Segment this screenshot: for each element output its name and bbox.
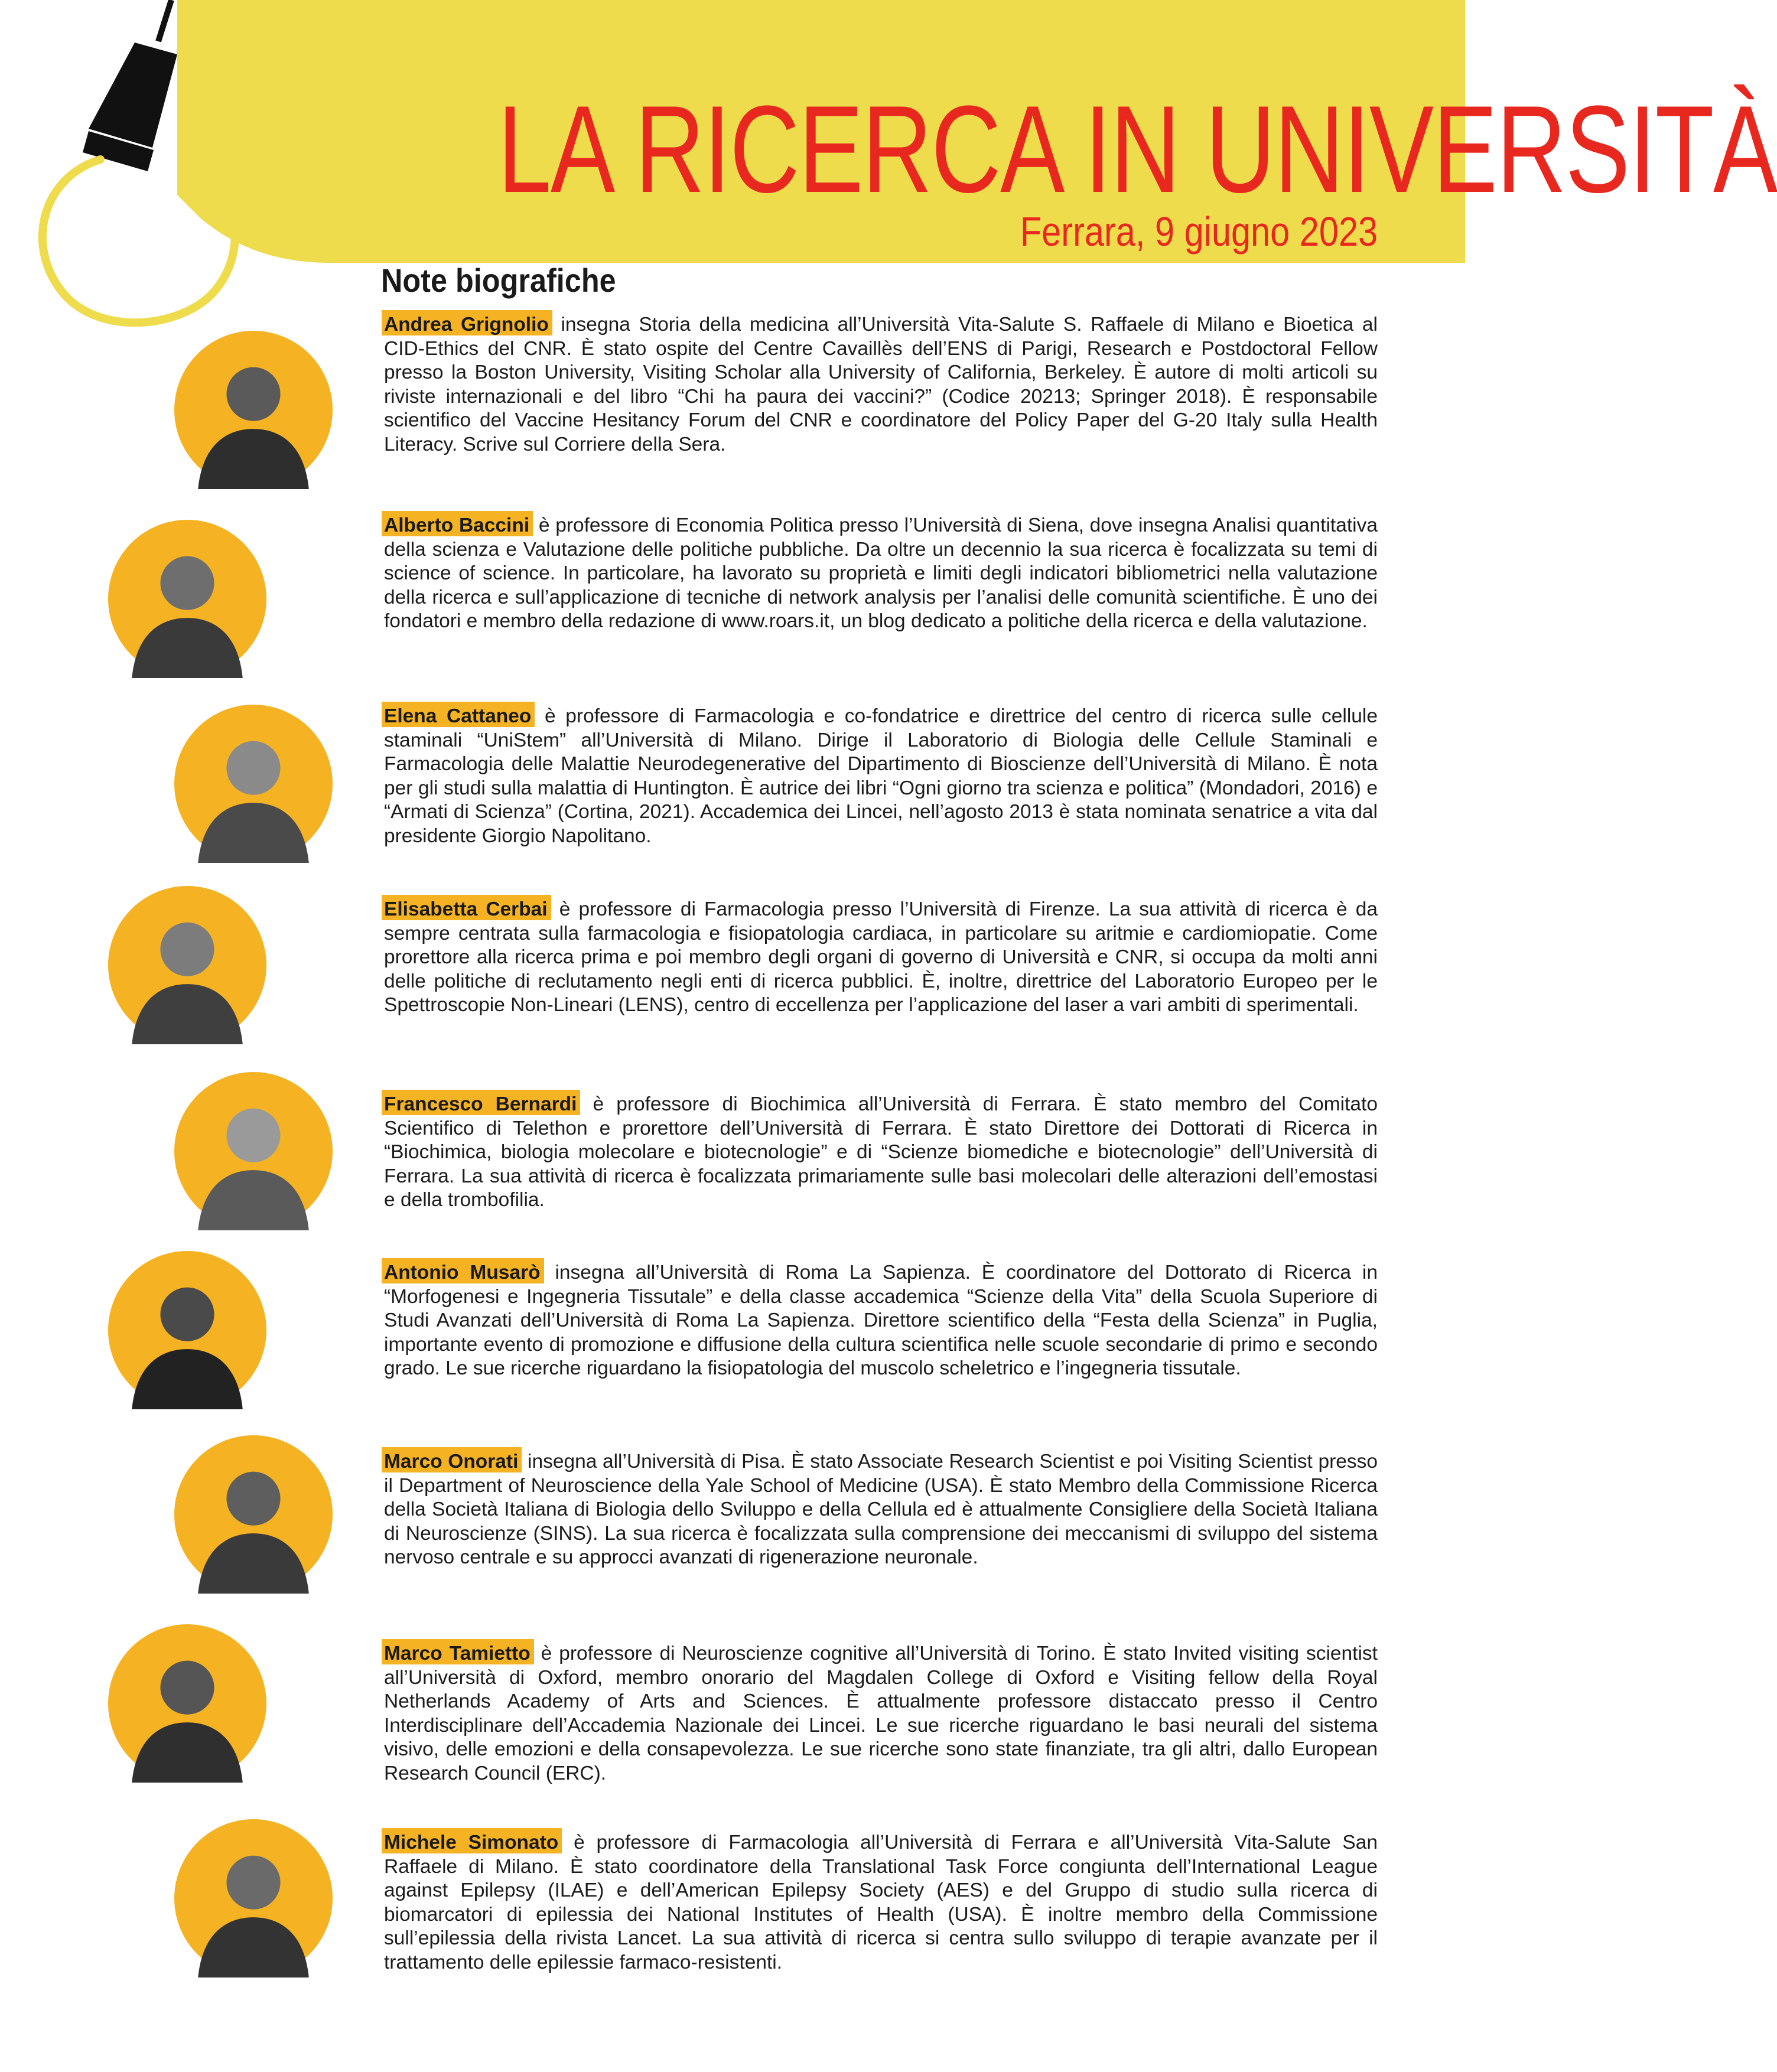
bio-text	[384, 1642, 1378, 1786]
avatar-photo	[174, 1072, 333, 1230]
bio-text	[384, 313, 1378, 457]
person-name: Elena Cattaneo	[382, 702, 535, 727]
bio-description: è professore di Biochimica all’Università di Ferrara. È stato membro del Comitato Scientifico di Telethon e prorettore dell’Università di Ferrara. È stato Direttore dei Dottorati di Ricerca in “Biochimica, biologia molecolare e biotecnologie” e di “Scienze biomediche e biotecnologie” dell’Università di Ferrara. La sua attività di ricerca è focalizzata primariamente sulle basi molecolari delle alterazioni dell’emostasi e della trombofilia.	[384, 1093, 1378, 1211]
section-title: Note biografiche	[381, 262, 616, 299]
person-name: Michele Simonato	[382, 1828, 562, 1853]
bio-text	[384, 898, 1378, 1018]
event-date: Ferrara, 9 giugno 2023	[1020, 208, 1378, 255]
bio-text	[384, 1093, 1378, 1213]
avatar-photo	[174, 1819, 333, 1977]
avatar-photo	[108, 1251, 266, 1409]
avatar-photo	[108, 520, 266, 678]
avatar-photo	[174, 1435, 333, 1594]
person-name: Elisabetta Cerbai	[382, 895, 551, 920]
person-name: Marco Tamietto	[382, 1639, 534, 1664]
bio-description: insegna Storia della medicina all’Università Vita-Salute S. Raffaele di Milano e Bioetica al CID-Ethics del CNR. È stato ospite del Centre Cavaillès dell’ENS di Parigi, Research e Postdoctoral Fellow presso la Boston University, Visiting Scholar alla University of California, Berkeley. È autore di molti articoli su riviste internazionali e del libro “Chi ha paura dei vaccini?” (Codice 20213; Springer 2018). È responsabile scientifico del Vaccine Hesitancy Forum del CNR e coordinatore del Policy Paper del G-20 Italy sulla Health Literacy. Scrive sul Corriere della Sera.	[384, 314, 1378, 455]
bio-text	[384, 1450, 1378, 1570]
bio-description: insegna all’Università di Pisa. È stato Associate Research Scientist e poi Visiting Scientist presso il Department of Neuroscience della Yale School of Medicine (USA). È stato Membro della Commissione Ricerca della Società Italiana di Biologia dello Sviluppo e della Cellula ed è attualmente Consigliere della Società Italiana di Neuroscienze (SINS). La sua ricerca è focalizzata sulla comprensione dei meccanismi di sviluppo del sistema nervoso centrale e su approcci avanzati di rigenerazione neuronale.	[384, 1451, 1378, 1568]
avatar-photo	[174, 331, 333, 489]
person-name: Marco Onorati	[382, 1447, 522, 1472]
avatar-photo	[108, 1624, 266, 1783]
avatar-photo	[174, 705, 333, 863]
bio-description: insegna all’Università di Roma La Sapienza. È coordinatore del Dottorato di Ricerca in “Morfogenesi e Ingegneria Tissutale” e della classe accademica “Scienze della Vita” della Scuola Superiore di Studi Avanzati dell’Università di Roma La Sapienza. Direttore scientifico della “Festa della Scienza” in Puglia, importante evento di promozione e diffusione della cultura scientifica nelle scuole secondarie di primo e secondo grado. Le sue ricerche riguardano la fisiopatologia del muscolo scheletrico e l’ingegneria tissutale.	[384, 1262, 1378, 1379]
bio-text	[384, 1831, 1378, 1975]
person-name: Alberto Baccini	[382, 511, 533, 536]
lightbulb-icon	[0, 0, 284, 331]
bio-description: è professore di Farmacologia e co-fondatrice e direttrice del centro di ricerca sulle cellule staminali “UniStem” all’Università di Milano. Dirige il Laboratorio di Biologia delle Cellule Staminali e Farmacologia delle Malattie Neurodegenerative del Dipartimento di Bioscienze dell’Università di Milano. È nota per gli studi sulla malattia di Huntington. È autrice dei libri “Ogni giorno tra scienza e politica” (Mondadori, 2016) e “Armati di Scienza” (Cortina, 2021). Accademica dei Lincei, nell’agosto 2013 è stata nominata senatrice a vita dal presidente Giorgio Napolitano.	[384, 705, 1378, 847]
bio-description: è professore di Farmacologia presso l’Università di Firenze. La sua attività di ricerca è da sempre centrata sulla farmacologia e fisiopatologia cardiaca, in particolare su aritmie e cardiomiopatie. Come prorettore alla ricerca prima e poi membro degli organi di governo di Università e CNR, si occupa da molti anni delle politiche di reclutamento negli enti di ricerca pubblici. È, inoltre, direttrice del Laboratorio Europeo per le Spettroscopie Non-Lineari (LENS), centro di eccellenza per l’applicazione del laser a vari ambiti di sperimentali.	[384, 898, 1378, 1016]
person-name: Antonio Musarò	[382, 1258, 544, 1283]
bio-description: è professore di Economia Politica presso l’Università di Siena, dove insegna Analisi quantitativa della scienza e Valutazione delle politiche pubbliche. Da oltre un decennio la sua ricerca è focalizzata su temi di science of science. In particolare, ha lavorato su proprietà e limiti degli indicatori bibliometrici nella valutazione della ricerca e sull’applicazione di tecniche di network analysis per l’analisi delle comunità scientifiche. È uno dei fondatori e membro della redazione di www.roars.it, un blog dedicato a politiche della ricerca e della valutazione.	[384, 514, 1378, 632]
person-name: Francesco Bernardi	[382, 1090, 580, 1115]
page-title: LA RICERCA IN UNIVERSITÀ	[497, 80, 1777, 219]
bio-description: è professore di Neuroscienze cognitive all’Università di Torino. È stato Invited visiting scientist all’Università di Oxford, membro onorario del Magdalen College di Oxford e Visiting fellow della Royal Netherlands Academy of Arts and Sciences. È attualmente professore distaccato presso il Centro Interdisciplinare dell’Accademia Nazionale dei Lincei. Le sue ricerche riguardano le basi neurali del sistema visivo, delle emozioni e della consapevolezza. Le sue ricerche sono state finanziate, tra gli altri, dallo European Research Council (ERC).	[384, 1643, 1378, 1784]
bio-text	[384, 705, 1378, 848]
bio-text	[384, 1261, 1378, 1381]
avatar-photo	[108, 886, 266, 1044]
person-name: Andrea Grignolio	[382, 310, 552, 335]
bio-text	[384, 514, 1378, 634]
bio-description: è professore di Farmacologia all’Università di Ferrara e all’Università Vita-Salute San Raffaele di Milano. È stato coordinatore della Translational Task Force congiunta dell’International League against Epilepsy (ILAE) e dell’American Epilepsy Society (AES) e del Gruppo di studio sulla ricerca di biomarcatori di epilessia dei National Institutes of Health (USA). È inoltre membro della Commissione sull’epilessia della rivista Lancet. La sua attività di ricerca si centra sullo sviluppo di terapie avanzate per il trattamento delle epilessie farmaco-resistenti.	[384, 1832, 1378, 1973]
